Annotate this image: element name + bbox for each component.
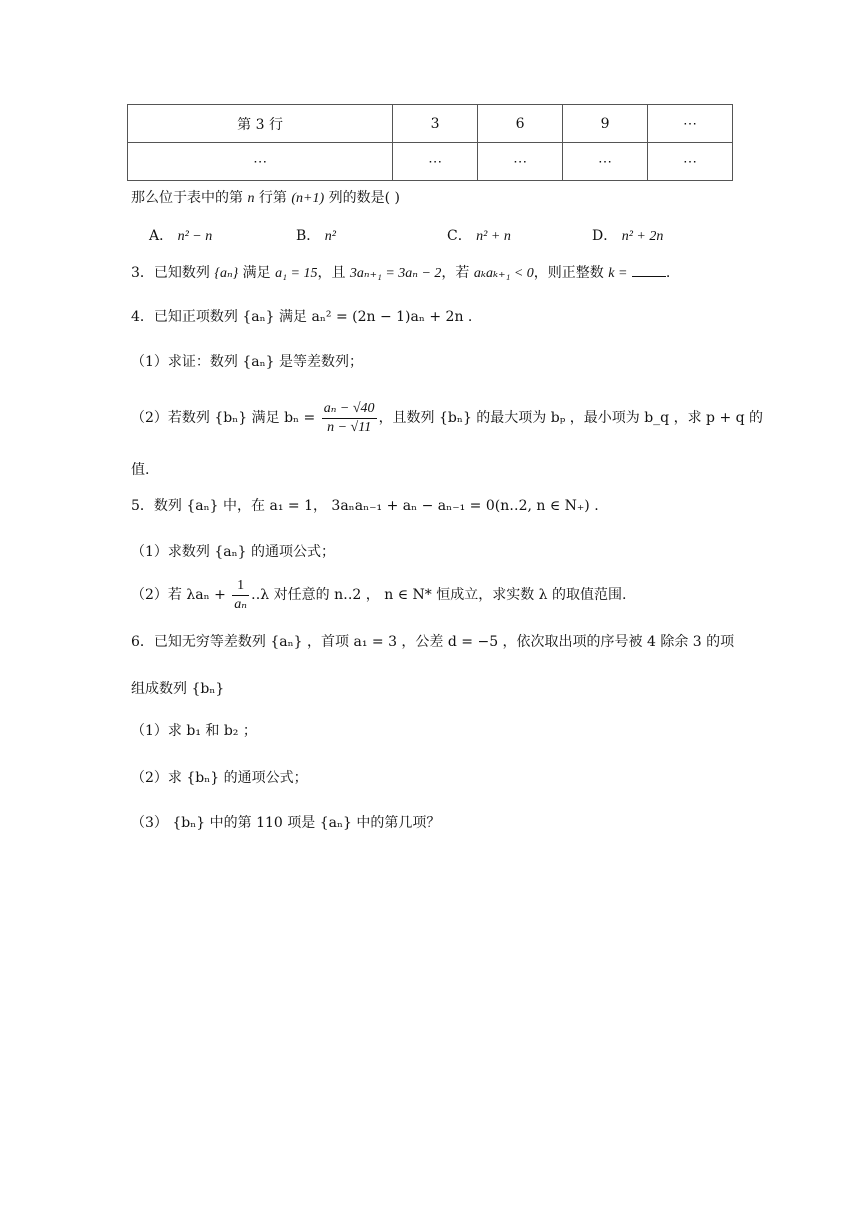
q5-stem: 5．数列 {aₙ} 中，在 a₁ = 1， 3aₙaₙ₋₁ + aₙ − aₙ₋₁ = 0(n‥2, n ∈ N₊) . xyxy=(131,498,599,514)
fraction-denominator: n − √11 xyxy=(327,419,372,435)
table-row xyxy=(128,105,733,143)
table-cell: ⋯ xyxy=(478,143,563,181)
option-label: A． xyxy=(149,228,174,244)
q3-condition: 3aₙ₊₁ = 3aₙ − 2 xyxy=(349,266,442,281)
table-cell: 第 3 行 xyxy=(128,105,393,143)
option-expr: n² + 2n xyxy=(621,229,664,244)
q3-text: 满足 xyxy=(238,265,276,281)
q2-var-n: n xyxy=(247,191,255,206)
option-expr: n² − n xyxy=(177,229,213,244)
q4-text: ，且数列 {bₙ} 的最大项为 bₚ ，最小项为 b_q ，求 p + q 的 xyxy=(378,410,764,426)
fraction-numerator: aₙ − √40 xyxy=(322,400,377,419)
q6-stem-line1: 6．已知无穷等差数列 {aₙ} ，首项 a₁ = 3 ，公差 d = −5 ，依次取出项的序号被 4 除余 3 的项 xyxy=(131,634,735,650)
q4-part2-end: 值. xyxy=(131,462,150,478)
table-cell: 9 xyxy=(563,105,648,143)
table-cell: 3 xyxy=(393,105,478,143)
table-cell: ⋯ xyxy=(128,143,393,181)
q3-end: . xyxy=(665,265,671,281)
option-b[interactable] xyxy=(296,225,336,245)
q5-text: （2）若 λaₙ + xyxy=(131,587,231,603)
fraction-numerator: 1 xyxy=(232,577,249,596)
q3-text: 3．已知数列 xyxy=(131,265,215,281)
q2-stem-text: 行第 xyxy=(254,190,292,206)
q4-part1: （1）求证：数列 {aₙ} 是等差数列； xyxy=(131,354,364,370)
number-table xyxy=(127,104,733,181)
q6-part3: （3） {bₙ} 中的第 110 项是 {aₙ} 中的第几项？ xyxy=(131,815,441,831)
q6-stem-line2: 组成数列 {bₙ} xyxy=(131,681,225,697)
q6-part2: （2）求 {bₙ} 的通项公式； xyxy=(131,770,308,786)
q3-k: k = xyxy=(608,266,628,281)
q4-part2 xyxy=(131,398,763,438)
q3-text: ，且 xyxy=(317,265,350,281)
q5-text: ‥λ 对任意的 n‥2 ， n ∈ N* 恒成立，求实数 λ 的取值范围. xyxy=(250,587,627,603)
q2-stem xyxy=(131,188,400,209)
q3-condition: a₁ = 15 xyxy=(275,266,318,281)
table-cell: 6 xyxy=(478,105,563,143)
option-label: D． xyxy=(592,228,618,244)
q2-expr: (n+1) xyxy=(291,191,325,206)
q2-stem-text: 那么位于表中的第 xyxy=(131,190,248,206)
option-c[interactable] xyxy=(447,225,511,245)
fraction-denominator: aₙ xyxy=(234,596,247,612)
answer-blank[interactable] xyxy=(632,262,666,277)
table-cell: ⋯ xyxy=(563,143,648,181)
option-expr: n² xyxy=(324,229,336,244)
table-row xyxy=(128,143,733,181)
q3-text: ，若 xyxy=(441,265,474,281)
option-d[interactable] xyxy=(592,225,663,245)
q6-part1: （1）求 b₁ 和 b₂ ； xyxy=(131,723,257,739)
option-expr: n² + n xyxy=(476,229,511,244)
q3-text: ，则正整数 xyxy=(533,265,609,281)
q5-part1: （1）求数列 {aₙ} 的通项公式； xyxy=(131,544,336,560)
table-cell: ⋯ xyxy=(393,143,478,181)
q4-stem: 4．已知正项数列 {aₙ} 满足 aₙ² = (2n − 1)aₙ + 2n . xyxy=(131,309,473,325)
q4-fraction xyxy=(322,400,377,437)
table-cell: ⋯ xyxy=(648,143,733,181)
q2-stem-text: 列的数是( ) xyxy=(324,190,400,206)
q5-part2 xyxy=(131,575,626,615)
option-label: C． xyxy=(447,228,472,244)
table-cell: ⋯ xyxy=(648,105,733,143)
q5-fraction xyxy=(232,577,249,614)
option-label: B． xyxy=(296,228,321,244)
q3-seq: {aₙ} xyxy=(214,266,239,281)
q3 xyxy=(131,262,670,284)
option-a[interactable] xyxy=(149,225,212,245)
q3-condition: aₖaₖ₊₁ < 0 xyxy=(473,266,534,281)
q4-text: （2）若数列 {bₙ} 满足 bₙ = xyxy=(131,410,320,426)
